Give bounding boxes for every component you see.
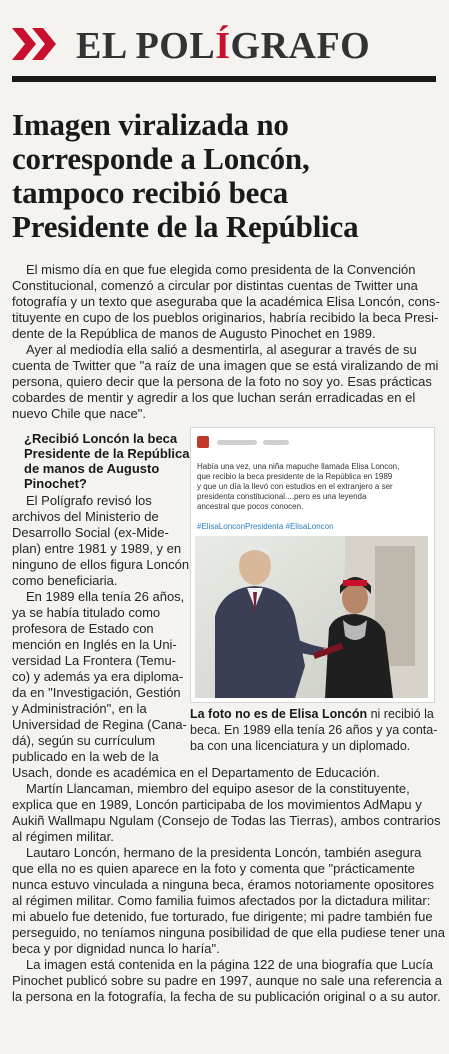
brand-logo: EL POLÍGRAFO <box>76 25 371 67</box>
tweet-header <box>197 434 427 454</box>
masthead <box>12 22 432 70</box>
news-photo <box>195 536 428 698</box>
article-headline: Imagen viralizada no corresponde a Loncón, tampoco recibió beca Presidente de la República <box>12 107 359 244</box>
blurred-username <box>217 440 257 445</box>
tweet-hashtags[interactable]: #ElisaLonconPresidenta #ElisaLoncon <box>197 522 334 531</box>
article-body: Usach, donde es académica en el Departamento de Educación. Martín Llancaman, miembro del equipo asesor de la constituyente, explica que en 1989, Loncón participaba de los movimientos AdMapu y Aukiñ Wallmapu Ngulam (Consejo de Todas las Tierras), ambos contrarios al régimen militar. Lautaro Loncón, hermano de la presidenta Loncón, también asegura que ella no es quien aparece en la foto y comenta que "prácticamente nunca estuvo vinculada a ninguna beca, éramos notoriamente opositores al régimen militar. Como familia fuimos afectados por la dictadura militar: mi abuelo fue detenido, fue torturado, fue dirigente; mi padre también fue perseguido, no teníamos ninguna posibilidad de que ella pudiese tener una beca y por dignidad nunca lo haría". La imagen está contenida en la página 122 de una biografía que Lucía Pinochet publicó sobre su padre en 1997, aunque no sale una referencia a la persona en la fotografía, la fecha de su publicación original o a su autor. <box>12 765 445 1004</box>
blurred-handle <box>263 440 289 445</box>
embedded-tweet <box>190 427 435 703</box>
masthead-divider <box>12 76 436 82</box>
double-chevron-icon <box>12 28 64 60</box>
photo-caption: La foto no es de Elisa Loncón ni recibió la beca. En 1989 ella tenía 26 años y ya conta- ba con una licenciatura y un diplomado. <box>190 707 438 753</box>
avatar <box>197 436 209 448</box>
section-subhead: ¿Recibió Loncón la beca Presidente de la República de manos de Augusto Pinochet? <box>24 431 190 491</box>
article-intro: El mismo día en que fue elegida como presidenta de la Convención Constitucional, comenzó a circular por distintas cuentas de Twitter una fotografía y un texto que aseguraba que la académica Elisa Loncón, cons- tituyente en cupo de los pueblos originarios, habría recibido la beca Presi- dente de la República de manos de Augusto Pinochet en 1989. Ayer al mediodía ella salió a desmentirla, al asegurar a través de su cuenta de Twitter que "a raíz de una imagen que se está viralizando de mi persona, quiero decir que la persona de la foto no soy yo. Esas prácticas cobardes de mentir y agredir a los que luchan serán erradicadas en el nuevo Chile que nace". <box>12 262 440 421</box>
tweet-text: Había una vez, una niña mapuche llamada Elisa Loncon, que recibio la beca presidente de la República en 1989 y que un día la llevó con estudios en el extranjero a ser presidenta constitucional....pero es una leyenda ancestral que pocos conocen. <box>197 462 400 511</box>
left-column-text: El Polígrafo revisó los archivos del Ministerio de Desarrollo Social (ex-Mide- plan) entre 1981 y 1989, y en ninguno de ellos figura Loncón como beneficiaria. En 1989 ella tenía 26 años, ya se había titulado como profesora de Estado con mención en Inglés en la Uni- versidad La Frontera (Temu- co) y además ya era diploma- da en "Investigación, Gestión y Administración", en la Universidad de Regina (Cana- dá), según su currículum publicado en la web de la <box>12 493 190 764</box>
